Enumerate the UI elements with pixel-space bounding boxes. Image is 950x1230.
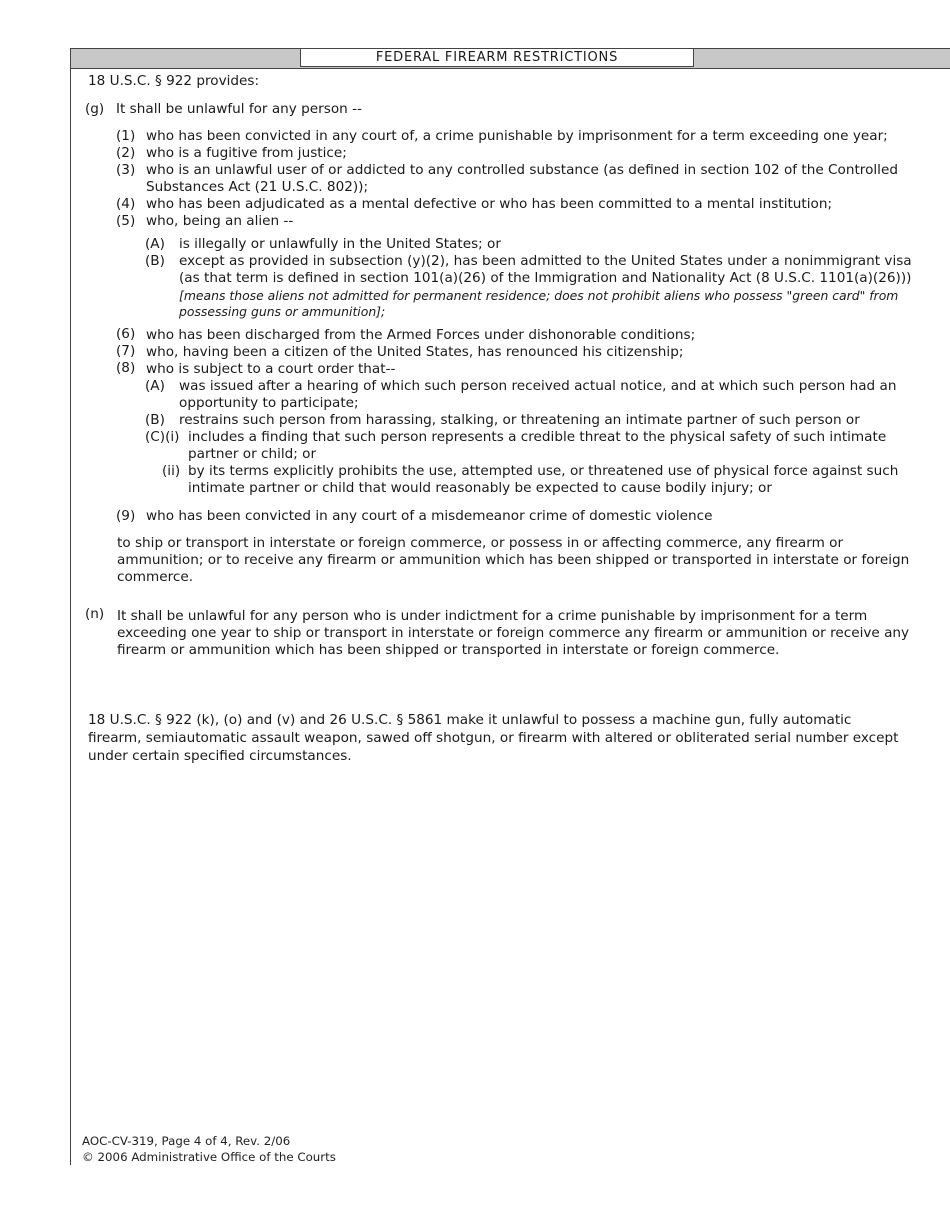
subitem-number: (B)	[145, 253, 165, 269]
subitem-note: possessing guns or ammunition];	[179, 304, 386, 319]
subitem-text: restrains such person from harassing, stalking, or threatening an intimate partner of such person or	[179, 412, 860, 428]
section-n-text: firearm or ammunition which has been shipped or transported in interstate or foreign commerce.	[117, 642, 780, 658]
subitem-text: intimate partner or child that would reasonably be expected to cause bodily injury; or	[188, 480, 772, 496]
item-text: who is an unlawful user of or addicted to any controlled substance (as defined in section 102 of the Controlled	[146, 162, 898, 178]
closing-text: to ship or transport in interstate or foreign commerce, or possess in or affecting commerce, any firearm or	[117, 535, 844, 551]
subitem-text: includes a finding that such person represents a credible threat to the physical safety of such intimate	[188, 429, 887, 445]
closing-text: commerce.	[117, 569, 194, 585]
subitem-text: partner or child; or	[188, 446, 317, 462]
subitem-number: (B)	[145, 412, 165, 428]
subitem-text: by its terms explicitly prohibits the use, attempted use, or threatened use of physical force against such	[188, 463, 899, 479]
item-number: (1)	[116, 128, 136, 144]
item-number: (6)	[116, 326, 136, 342]
item-number: (2)	[116, 145, 136, 161]
item-number: (7)	[116, 343, 136, 359]
item-text: who, having been a citizen of the United States, has renounced his citizenship;	[146, 344, 684, 360]
left-border	[70, 48, 71, 1165]
subitem-number: (ii)	[162, 463, 181, 479]
subitem-text: except as provided in subsection (y)(2), has been admitted to the United States under a nonimmigrant visa	[179, 253, 912, 269]
closing-text: ammunition; or to receive any firearm or ammunition which has been shipped or transported in interstate or foreign	[117, 552, 910, 568]
subitem-text: was issued after a hearing of which such person received actual notice, and at which such person had an	[179, 378, 897, 394]
item-text: who has been convicted in any court of, a crime punishable by imprisonment for a term exceeding one year;	[146, 128, 888, 144]
item-number: (4)	[116, 196, 136, 212]
subitem-note: [means those aliens not admitted for permanent residence; does not prohibit aliens who possess "green card" from	[179, 288, 899, 303]
section-n-label: (n)	[85, 606, 105, 622]
section-n-text: It shall be unlawful for any person who is under indictment for a crime punishable by imprisonment for a term	[117, 608, 868, 624]
subitem-number: (C)(i)	[145, 429, 180, 445]
item-text: who has been convicted in any court of a misdemeanor crime of domestic violence	[146, 508, 713, 524]
item-number: (5)	[116, 213, 136, 229]
item-text: who has been adjudicated as a mental defective or who has been committed to a mental institution;	[146, 196, 833, 212]
section-n-text: exceeding one year to ship or transport in interstate or foreign commerce any firearm or ammunition or receive any	[117, 625, 910, 641]
final-paragraph: under certain specified circumstances.	[88, 748, 352, 764]
page-title: FEDERAL FIREARM RESTRICTIONS	[300, 48, 694, 67]
copyright: © 2006 Administrative Office of the Courts	[82, 1150, 336, 1164]
item-text: who is subject to a court order that--	[146, 361, 396, 377]
item-text: Substances Act (21 U.S.C. 802));	[146, 179, 369, 195]
subitem-number: (A)	[145, 378, 165, 394]
subitem-text: opportunity to participate;	[179, 395, 359, 411]
item-text: who, being an alien --	[146, 213, 294, 229]
item-text: who is a fugitive from justice;	[146, 145, 347, 161]
final-paragraph: firearm, semiautomatic assault weapon, sawed off shotgun, or firearm with altered or obliterated serial number except	[88, 730, 899, 746]
item-text: who has been discharged from the Armed Forces under dishonorable conditions;	[146, 327, 696, 343]
item-number: (9)	[116, 508, 136, 524]
subitem-number: (A)	[145, 236, 165, 252]
item-number: (3)	[116, 162, 136, 178]
item-number: (8)	[116, 360, 136, 376]
intro-text: 18 U.S.C. § 922 provides:	[88, 73, 260, 89]
subitem-text: (as that term is defined in section 101(a)(26) of the Immigration and Nationality Act (8 U.S.C. 1101(a)(26)))	[179, 270, 912, 286]
form-number: AOC-CV-319, Page 4 of 4, Rev. 2/06	[82, 1134, 291, 1148]
section-g-label: (g)	[85, 101, 105, 117]
final-paragraph: 18 U.S.C. § 922 (k), (o) and (v) and 26 U.S.C. § 5861 make it unlawful to possess a machine gun, fully automatic	[88, 712, 852, 728]
section-g-text: It shall be unlawful for any person --	[116, 101, 362, 117]
subitem-text: is illegally or unlawfully in the United States; or	[179, 236, 501, 252]
